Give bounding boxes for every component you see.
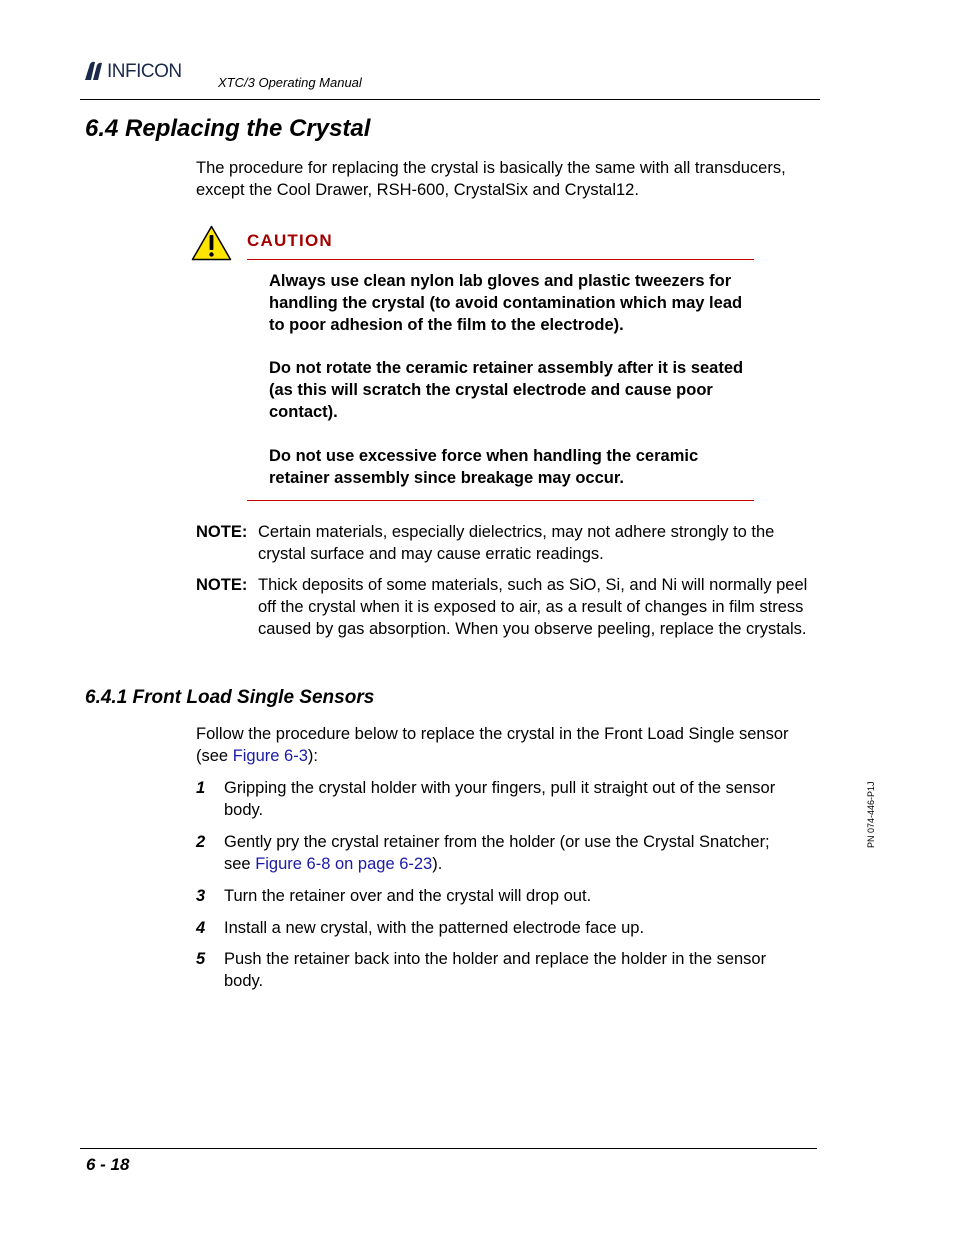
figure-6-8-link[interactable]: Figure 6-8 on page 6-23 (255, 855, 433, 873)
note-text: Certain materials, especially dielectrics, may not adhere strongly to the crystal surface and may cause erratic readings. (258, 523, 775, 563)
section-title: 6.4 Replacing the Crystal (85, 115, 371, 142)
warning-triangle-icon (191, 225, 232, 261)
manual-title: XTC/3 Operating Manual (218, 75, 362, 90)
subsection-intro (196, 723, 816, 767)
subsection-title: 6.4.1 Front Load Single Sensors (85, 687, 375, 708)
caution-paragraph: Do not use excessive force when handling the ceramic retainer assembly since breakage may occur. (269, 447, 699, 487)
step-number: 4 (196, 919, 206, 937)
step-text: Turn the retainer over and the crystal will drop out. (224, 887, 592, 905)
procedure-step (196, 777, 796, 821)
note-text: Thick deposits of some materials, such as SiO, Si, and Ni will normally peel off the crystal when it is exposed to air, as a result of changes in film stress caused by gas absorption. When you observe peeling, replace the crystals. (258, 576, 808, 638)
step-text-part: Gently pry the crystal retainer from the holder (or use the Crystal Snatcher; see (224, 833, 770, 873)
intro-text: Follow the procedure below to replace the crystal in the Front Load Single sensor (see (196, 725, 789, 765)
caution-label: CAUTION (247, 231, 333, 250)
step-text (224, 831, 796, 875)
section-intro: The procedure for replacing the crystal is basically the same with all transducers, except the Cool Drawer, RSH-600, CrystalSix and Crystal12. (196, 159, 786, 199)
caution-top-rule (247, 259, 754, 260)
part-number: PN 074-446-P1J (866, 781, 876, 848)
note (196, 574, 816, 640)
caution-bottom-rule (247, 500, 754, 501)
procedure-step (196, 948, 796, 992)
step-text: Install a new crystal, with the patterned electrode face up. (224, 919, 645, 937)
inficon-logo-mark-icon (82, 60, 104, 82)
footer-divider (80, 1148, 817, 1149)
step-number: 1 (196, 779, 206, 797)
page-number: 6 - 18 (86, 1155, 130, 1174)
intro-text: ): (307, 747, 318, 765)
figure-6-3-link[interactable]: Figure 6-3 (232, 747, 308, 765)
step-number: 2 (196, 833, 206, 851)
inficon-logo (82, 59, 182, 83)
step-text-part: ). (432, 855, 443, 873)
procedure-step (196, 885, 796, 907)
step-text: Gripping the crystal holder with your fingers, pull it straight out of the sensor body. (224, 779, 776, 819)
step-text: Push the retainer back into the holder and replace the holder in the sensor body. (224, 950, 767, 990)
note (196, 521, 816, 565)
caution-paragraph: Do not rotate the ceramic retainer assembly after it is seated (as this will scratch the crystal electrode and cause poor contact). (269, 359, 744, 421)
caution-paragraph: Always use clean nylon lab gloves and plastic tweezers for handling the crystal (to avoid contamination which may lead to poor adhesion of the film to the electrode). (269, 272, 743, 334)
step-number: 5 (196, 950, 206, 968)
note-label: NOTE: (196, 576, 248, 594)
logo-text: INFICON (107, 60, 182, 82)
note-label: NOTE: (196, 523, 248, 541)
step-number: 3 (196, 887, 206, 905)
procedure-step (196, 917, 796, 939)
procedure-step (196, 831, 796, 875)
header-divider (80, 99, 820, 100)
